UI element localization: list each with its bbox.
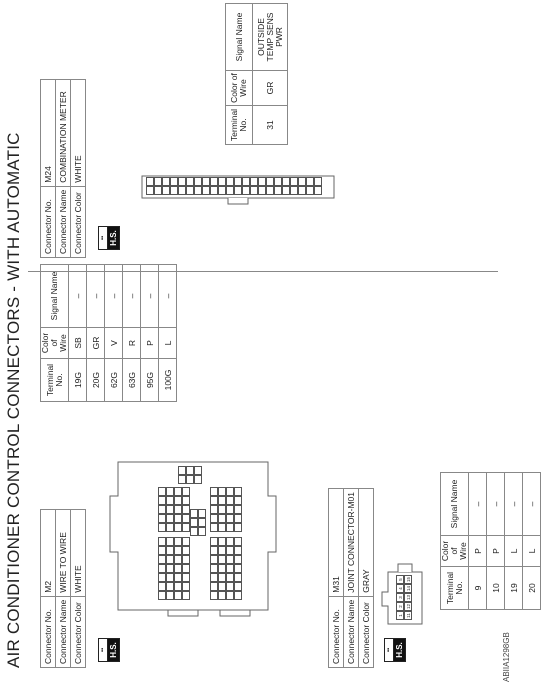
- m2-terminal-header: Terminal No.: [41, 359, 69, 402]
- pin-cavity: [158, 555, 166, 564]
- table-row: 9 P –: [469, 473, 487, 610]
- pin-cavity: [218, 496, 226, 505]
- pin-cavity: [158, 496, 166, 505]
- pin-cavity: [182, 505, 190, 514]
- pin-cavity: [182, 523, 190, 532]
- pin-cavity: [166, 564, 174, 573]
- pin-cavity: [234, 555, 242, 564]
- pin-cavity: [166, 555, 174, 564]
- m2-hs-label: H.S.: [108, 639, 119, 661]
- pin-cavity: [182, 514, 190, 523]
- pin-cavity: [314, 186, 322, 195]
- m31-hs-label: H.S.: [394, 639, 405, 661]
- pin-cavity: [226, 177, 234, 186]
- m24-hs-icon: ▪▪ H.S.: [98, 226, 120, 250]
- pin-cavity: [198, 509, 206, 518]
- pin-cavity: [186, 177, 194, 186]
- pin-cavity: [174, 546, 182, 555]
- m2-name: WIRE TO WIRE: [56, 509, 71, 596]
- pin-cavity: 1: [396, 611, 404, 620]
- pin-cavity: [226, 186, 234, 195]
- pin-cavity: [182, 537, 190, 546]
- pin-cavity: [226, 555, 234, 564]
- pin-cavity: [234, 487, 242, 496]
- figure-code: ABIIA1298GB: [502, 632, 511, 682]
- pin-cavity: 11: [404, 611, 412, 620]
- m2-info-table: [40, 509, 86, 668]
- pin-cavity: [226, 546, 234, 555]
- m31-signal-header: Signal Name: [441, 473, 469, 536]
- m24-signal-table: [225, 3, 288, 145]
- pin-cavity: [186, 475, 194, 484]
- pin-cavity: [166, 591, 174, 600]
- m2-no: M2: [41, 509, 56, 596]
- pin-cavity: [210, 564, 218, 573]
- pin-cavity: [198, 527, 206, 536]
- pin-cavity: 4: [396, 584, 404, 593]
- pin-cavity: [210, 496, 218, 505]
- m2-color: WHITE: [71, 509, 86, 596]
- pin-cavity: [190, 527, 198, 536]
- pin-cavity: [234, 186, 242, 195]
- table-row: 100G L –: [159, 265, 177, 402]
- pin-cavity: [218, 487, 226, 496]
- pin-cavity: [166, 514, 174, 523]
- pin-cavity: [218, 573, 226, 582]
- pin-cavity: [186, 186, 194, 195]
- pin-cavity: [182, 555, 190, 564]
- pin-cavity: [242, 177, 250, 186]
- pin-cavity: [174, 496, 182, 505]
- pin-cavity: 14: [406, 586, 411, 592]
- m31-terminal-header: Terminal No.: [441, 567, 469, 610]
- pin-cavity: [234, 505, 242, 514]
- pin-cavity: [266, 177, 274, 186]
- pin-cavity: [174, 523, 182, 532]
- pin-cavity: [202, 186, 210, 195]
- m2-no-label: Connector No.: [41, 596, 56, 667]
- pin-cavity: [226, 523, 234, 532]
- pin-cavity: [226, 591, 234, 600]
- pin-cavity: [282, 186, 290, 195]
- m24-no: M24: [41, 79, 56, 186]
- pin-cavity: [194, 475, 202, 484]
- pin-cavity: [174, 537, 182, 546]
- pin-cavity: [182, 546, 190, 555]
- m31-signal-table: [440, 472, 541, 610]
- pin-cavity: [210, 582, 218, 591]
- pin-cavity: [166, 546, 174, 555]
- pin-cavity: [290, 186, 298, 195]
- pin-cavity: 13: [406, 595, 411, 601]
- pin-cavity: [210, 487, 218, 496]
- pin-cavity: [158, 573, 166, 582]
- pin-cavity: [298, 186, 306, 195]
- pin-cavity: [158, 537, 166, 546]
- pin-cavity: [306, 177, 314, 186]
- pin-cavity: [306, 186, 314, 195]
- pin-cavity: [210, 523, 218, 532]
- pin-cavity: 2: [396, 602, 404, 611]
- pin-cavity: [158, 523, 166, 532]
- pin-cavity: [182, 582, 190, 591]
- pin-cavity: [226, 573, 234, 582]
- m24-wire-header: Color of Wire: [226, 71, 253, 106]
- pin-cavity: [166, 523, 174, 532]
- pin-cavity: [314, 177, 322, 186]
- pin-cavity: [274, 186, 282, 195]
- m2-signal-table: [40, 264, 177, 402]
- table-row: 95G P –: [141, 265, 159, 402]
- m31-name: JOINT CONNECTOR-M01: [344, 488, 359, 596]
- pin-cavity: [158, 514, 166, 523]
- m24-color: WHITE: [71, 79, 86, 186]
- pin-cavity: [174, 573, 182, 582]
- pin-cavity: [178, 475, 186, 484]
- m2-pin-grid: [108, 420, 280, 620]
- pin-cavity: [174, 505, 182, 514]
- m2-name-label: Connector Name: [56, 596, 71, 667]
- pin-cavity: [210, 573, 218, 582]
- pin-cavity: 5: [396, 575, 404, 584]
- pin-cavity: [282, 177, 290, 186]
- m31-info-table: [328, 488, 374, 668]
- pin-cavity: [234, 591, 242, 600]
- m24-no-label: Connector No.: [41, 186, 56, 257]
- pin-cavity: [174, 591, 182, 600]
- m31-no-label: Connector No.: [329, 596, 344, 667]
- pin-cavity: [218, 564, 226, 573]
- table-row: 31 GR OUTSIDE TEMP SENS PWR: [253, 4, 288, 145]
- pin-cavity: [234, 177, 242, 186]
- pin-cavity: [218, 591, 226, 600]
- pin-cavity: 12: [406, 604, 411, 610]
- pin-cavity: [226, 564, 234, 573]
- pin-cavity: [226, 505, 234, 514]
- pin-cavity: [258, 177, 266, 186]
- pin-cavity: [194, 186, 202, 195]
- pin-cavity: [198, 518, 206, 527]
- pin-cavity: [234, 546, 242, 555]
- m24-name-label: Connector Name: [56, 186, 71, 257]
- pin-cavity: [182, 573, 190, 582]
- pin-cavity: [202, 177, 210, 186]
- pin-cavity: [174, 555, 182, 564]
- table-row: 19G SB –: [69, 265, 87, 402]
- pin-cavity: [210, 555, 218, 564]
- pin-cavity: [250, 186, 258, 195]
- pin-cavity: [190, 518, 198, 527]
- pin-cavity: [194, 466, 202, 475]
- pin-cavity: [210, 505, 218, 514]
- pin-cavity: [166, 537, 174, 546]
- table-row: 10 P –: [487, 473, 505, 610]
- m24-name: COMBINATION METER: [56, 79, 71, 186]
- m2-color-label: Connector Color: [71, 596, 86, 667]
- pin-cavity: [210, 514, 218, 523]
- table-row: 19 L –: [505, 473, 523, 610]
- pin-cavity: [166, 487, 174, 496]
- m24-info-table: [40, 79, 86, 258]
- m31-pin-grid: [380, 530, 440, 630]
- m31-hs-icon: ▪▪ H.S.: [384, 638, 406, 662]
- pin-cavity: [234, 564, 242, 573]
- m24-hs-label: H.S.: [108, 227, 119, 249]
- pin-cavity: [266, 186, 274, 195]
- pin-cavity: [226, 514, 234, 523]
- m31-color: GRAY: [359, 488, 374, 596]
- pin-cavity: [174, 564, 182, 573]
- pin-cavity: [234, 523, 242, 532]
- pin-cavity: [210, 537, 218, 546]
- pin-cavity: [250, 177, 258, 186]
- pin-cavity: 3: [396, 593, 404, 602]
- pin-cavity: [154, 186, 162, 195]
- pin-cavity: [174, 582, 182, 591]
- pin-cavity: [166, 582, 174, 591]
- m31-no: M31: [329, 488, 344, 596]
- pin-cavity: [194, 177, 202, 186]
- pin-cavity: [158, 591, 166, 600]
- pin-cavity: [190, 509, 198, 518]
- pin-cavity: [234, 537, 242, 546]
- pin-cavity: [178, 177, 186, 186]
- table-row: 62G V –: [105, 265, 123, 402]
- pin-cavity: [218, 505, 226, 514]
- pin-cavity: [158, 564, 166, 573]
- m2-wire-header: Color of Wire: [41, 328, 69, 359]
- pin-cavity: [182, 591, 190, 600]
- pin-cavity: [186, 466, 194, 475]
- pin-cavity: [166, 573, 174, 582]
- pin-cavity: [182, 496, 190, 505]
- pin-cavity: [226, 487, 234, 496]
- pin-cavity: [210, 546, 218, 555]
- pin-cavity: [218, 523, 226, 532]
- m24-color-label: Connector Color: [71, 186, 86, 257]
- pin-cavity: [234, 514, 242, 523]
- pin-cavity: [258, 186, 266, 195]
- pin-cavity: [226, 582, 234, 591]
- pin-cavity: [218, 546, 226, 555]
- page-title: AIR CONDITIONER CONTROL CONNECTORS - WITH AUTOMATIC: [4, 132, 23, 668]
- pin-cavity: [174, 487, 182, 496]
- m24-terminal-header: Terminal No.: [226, 106, 253, 145]
- pin-cavity: [274, 177, 282, 186]
- pin-cavity: [146, 186, 154, 195]
- table-row: 63G R –: [123, 265, 141, 402]
- pin-cavity: [290, 177, 298, 186]
- pin-cavity: [234, 573, 242, 582]
- pin-cavity: [298, 177, 306, 186]
- pin-cavity: [162, 177, 170, 186]
- pin-cavity: [170, 186, 178, 195]
- m2-hs-icon: ▪▪ H.S.: [98, 638, 120, 662]
- pin-cavity: [234, 496, 242, 505]
- pin-cavity: [210, 591, 218, 600]
- pin-cavity: [178, 186, 186, 195]
- pin-cavity: [218, 537, 226, 546]
- pin-cavity: [234, 582, 242, 591]
- pin-cavity: [178, 466, 186, 475]
- m31-color-label: Connector Color: [359, 596, 374, 667]
- pin-cavity: 15: [406, 577, 411, 583]
- pin-cavity: [158, 487, 166, 496]
- pin-cavity: [166, 505, 174, 514]
- pin-cavity: [182, 487, 190, 496]
- table-row: 20G GR –: [87, 265, 105, 402]
- pin-cavity: [226, 496, 234, 505]
- pin-cavity: [218, 582, 226, 591]
- m24-signal-header: Signal Name: [226, 4, 253, 71]
- m2-signal-header: Signal Name: [41, 265, 69, 328]
- m24-pin-grid: [140, 166, 340, 206]
- pin-cavity: [158, 505, 166, 514]
- pin-cavity: [166, 496, 174, 505]
- m31-name-label: Connector Name: [344, 596, 359, 667]
- pin-cavity: [162, 186, 170, 195]
- pin-cavity: [158, 582, 166, 591]
- pin-cavity: [158, 546, 166, 555]
- pin-cavity: [218, 177, 226, 186]
- pin-cavity: [210, 177, 218, 186]
- pin-cavity: [218, 555, 226, 564]
- pin-cavity: [226, 537, 234, 546]
- pin-cavity: [242, 186, 250, 195]
- pin-cavity: [170, 177, 178, 186]
- pin-cavity: [154, 177, 162, 186]
- pin-cavity: [146, 177, 154, 186]
- m31-wire-header: Color of Wire: [441, 536, 469, 567]
- pin-cavity: [182, 564, 190, 573]
- table-row: 20 L –: [523, 473, 541, 610]
- pin-cavity: [174, 514, 182, 523]
- pin-cavity: [218, 514, 226, 523]
- pin-cavity: [218, 186, 226, 195]
- pin-cavity: [210, 186, 218, 195]
